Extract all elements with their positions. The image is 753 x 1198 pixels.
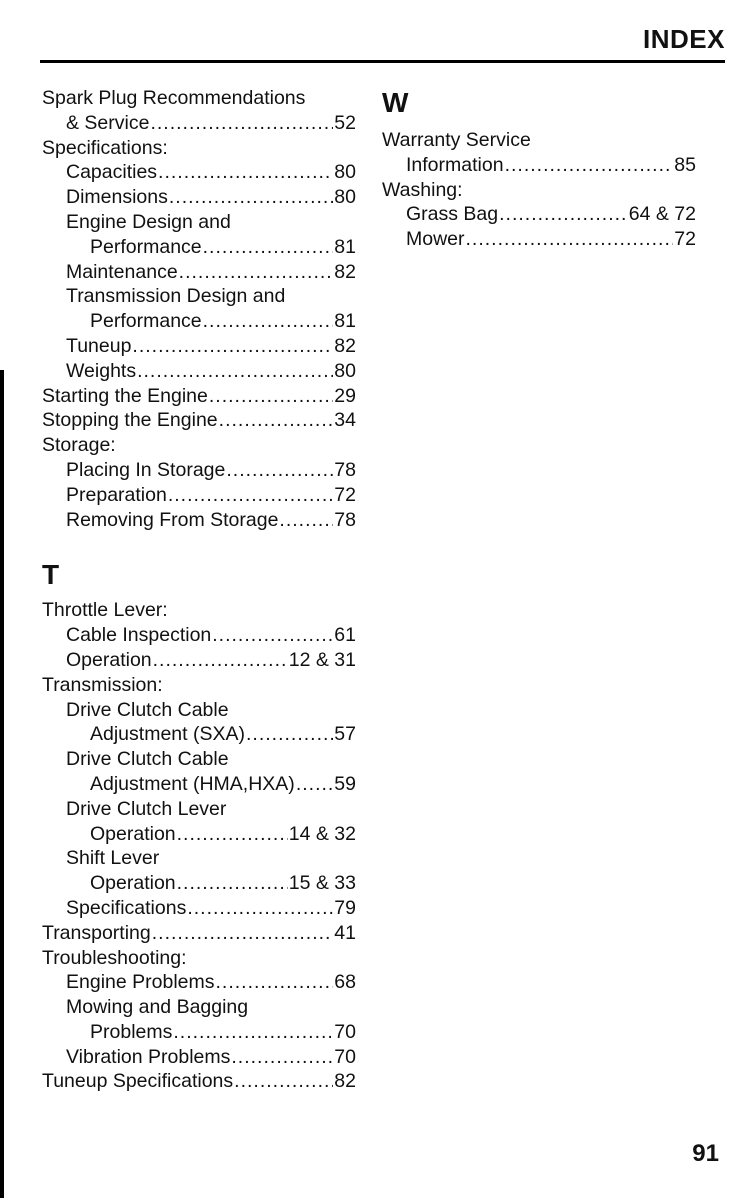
dot-leader [152, 921, 334, 946]
index-entry [382, 227, 696, 252]
index-entry-page: 12 & 31 [288, 648, 356, 671]
dot-leader [209, 384, 333, 409]
index-column-left [42, 86, 356, 1094]
dot-leader [137, 359, 333, 384]
dot-leader [466, 227, 674, 252]
index-entry [42, 772, 356, 797]
index-entry-page: 82 [334, 334, 356, 357]
index-entry-page: 82 [334, 260, 356, 283]
index-entry-label: Performance [90, 235, 202, 258]
index-entry [42, 235, 356, 260]
index-entry [42, 1045, 356, 1070]
index-entry-label: Starting the Engine [42, 384, 208, 407]
dot-leader [173, 1020, 333, 1045]
index-entry-label: Operation [90, 822, 176, 845]
index-entry-label: Engine Design and [66, 210, 231, 233]
index-entry-page: 85 [674, 153, 696, 176]
index-entry-label: Transmission: [42, 673, 163, 696]
index-entry-page: 80 [334, 359, 356, 382]
index-entry-label: Drive Clutch Lever [66, 797, 227, 820]
index-entry [42, 359, 356, 384]
index-entry [42, 334, 356, 359]
index-entry-page: 81 [334, 235, 356, 258]
index-entry-page: 29 [334, 384, 356, 407]
index-entry [42, 458, 356, 483]
dot-leader [169, 185, 333, 210]
index-entry-page: 41 [334, 921, 356, 944]
index-entry-label: Specifications: [42, 136, 168, 159]
index-entry [42, 284, 356, 309]
index-entry-page: 78 [334, 508, 356, 531]
index-entry [382, 153, 696, 178]
index-entry-label: Drive Clutch Cable [66, 748, 229, 771]
dot-leader [179, 260, 334, 285]
index-entry-page: 70 [334, 1020, 356, 1043]
index-entry-page: 15 & 33 [288, 872, 356, 895]
index-entry [42, 408, 356, 433]
index-entry [42, 598, 356, 623]
index-entry [42, 384, 356, 409]
dot-leader [296, 772, 333, 797]
index-entry-label: Mower [406, 228, 465, 251]
index-entry [42, 970, 356, 995]
index-entry-page: 59 [334, 772, 356, 795]
index-entry [42, 508, 356, 533]
index-entry-label: Storage: [42, 434, 116, 457]
index-entry-label: Shift Lever [66, 847, 160, 870]
binding-edge-line [0, 370, 4, 1198]
index-entry-label: Performance [90, 310, 202, 333]
index-entry [382, 202, 696, 227]
dot-leader [499, 202, 628, 227]
index-entry-label: Warranty Service [382, 129, 531, 151]
section-letter: T [42, 559, 60, 591]
index-entry [42, 846, 356, 871]
header-rule [40, 60, 725, 63]
dot-leader [246, 722, 333, 747]
dot-leader [505, 153, 674, 178]
index-entry-label: Vibration Problems [66, 1045, 231, 1068]
index-entry-page: 79 [334, 896, 356, 919]
index-entry-label: Preparation [66, 483, 167, 506]
index-entry-page: 68 [334, 971, 356, 994]
dot-leader [168, 483, 333, 508]
dot-leader [150, 111, 333, 136]
index-entry-page: 14 & 32 [288, 822, 356, 845]
index-entry [42, 747, 356, 772]
index-entry-label: Transmission Design and [66, 285, 286, 308]
index-entry [42, 946, 356, 971]
dot-leader [203, 235, 334, 260]
index-entry-page: 82 [334, 1070, 356, 1093]
index-entry [42, 111, 356, 136]
index-entry-label: Drive Clutch Cable [66, 698, 229, 721]
index-entry-page: 52 [334, 111, 356, 134]
index-entry [382, 128, 696, 153]
dot-leader [177, 822, 288, 847]
index-entry-label: Operation [66, 648, 152, 671]
index-entry-label: Grass Bag [406, 203, 499, 226]
dot-leader [216, 970, 334, 995]
index-entry-label: Cable Inspection [66, 624, 212, 647]
index-entry [42, 210, 356, 235]
index-entry-page: 80 [334, 186, 356, 209]
index-entry-label: & Service [66, 111, 150, 134]
index-entry-page: 81 [334, 310, 356, 333]
index-entry-label: Troubleshooting: [42, 946, 187, 969]
page-number: 91 [692, 1140, 719, 1167]
index-entry-page: 34 [334, 409, 356, 432]
index-entry [42, 160, 356, 185]
index-entry-label: Adjustment (HMA,HXA) [90, 772, 295, 795]
dot-leader [203, 309, 334, 334]
index-entry [42, 797, 356, 822]
dot-leader [158, 160, 333, 185]
index-entry-page: 64 & 72 [628, 203, 696, 226]
index-entry-page: 80 [334, 161, 356, 184]
index-entry-page: 61 [334, 624, 356, 647]
index-entry [42, 623, 356, 648]
index-entry-page: 72 [334, 483, 356, 506]
index-entry [42, 921, 356, 946]
index-entry-label: Tuneup Specifications [42, 1070, 234, 1093]
index-entry [382, 178, 696, 203]
index-entry-label: Weights [66, 359, 137, 382]
dot-leader [231, 1045, 333, 1070]
index-entry-label: Tuneup [66, 334, 132, 357]
index-entry [42, 995, 356, 1020]
index-entry [42, 309, 356, 334]
index-entry [42, 871, 356, 896]
index-entry-label: Problems [90, 1020, 173, 1043]
index-entry-label: Washing: [382, 178, 463, 201]
index-entry [42, 1020, 356, 1045]
dot-leader [177, 871, 288, 896]
section-letter: W [382, 87, 409, 118]
index-entry-label: Mowing and Bagging [66, 996, 249, 1019]
index-entry [42, 433, 356, 458]
index-entry-label: Dimensions [66, 186, 168, 209]
index-entry-label: Stopping the Engine [42, 409, 218, 432]
index-entry [42, 896, 356, 921]
index-entry-label: Information [406, 153, 504, 176]
dot-leader [153, 648, 288, 673]
dot-leader [234, 1069, 333, 1094]
index-entry [42, 722, 356, 747]
index-entry [42, 483, 356, 508]
index-entry-page: 57 [334, 723, 356, 746]
index-entry [42, 260, 356, 285]
index-entry-label: Placing In Storage [66, 458, 226, 481]
dot-leader [226, 458, 333, 483]
index-entry-label: Engine Problems [66, 971, 215, 994]
index-entry-label: Throttle Lever: [42, 599, 168, 622]
index-entry-label: Maintenance [66, 260, 178, 283]
index-entry-label: Operation [90, 872, 176, 895]
dot-leader [219, 408, 334, 433]
index-entry [42, 136, 356, 161]
index-column-right [382, 86, 696, 252]
index-entry-label: Removing From Storage [66, 508, 279, 531]
page-title: INDEX [643, 24, 725, 54]
index-entry [42, 185, 356, 210]
index-entry [42, 1069, 356, 1094]
dot-leader [132, 334, 333, 359]
dot-leader [212, 623, 333, 648]
index-entry-label: Capacities [66, 161, 158, 184]
index-entry [42, 86, 356, 111]
index-entry-label: Adjustment (SXA) [90, 723, 245, 746]
index-entry-page: 78 [334, 458, 356, 481]
index-entry-label: Specifications [66, 896, 187, 919]
dot-leader [279, 508, 333, 533]
index-entry-page: 72 [674, 228, 696, 251]
index-entry [42, 822, 356, 847]
index-entry-label: Spark Plug Recommendations [42, 87, 306, 109]
index-entry [42, 673, 356, 698]
dot-leader [187, 896, 333, 921]
index-entry-page: 70 [334, 1045, 356, 1068]
index-entry [42, 648, 356, 673]
index-entry [42, 698, 356, 723]
index-entry-label: Transporting [42, 921, 151, 944]
